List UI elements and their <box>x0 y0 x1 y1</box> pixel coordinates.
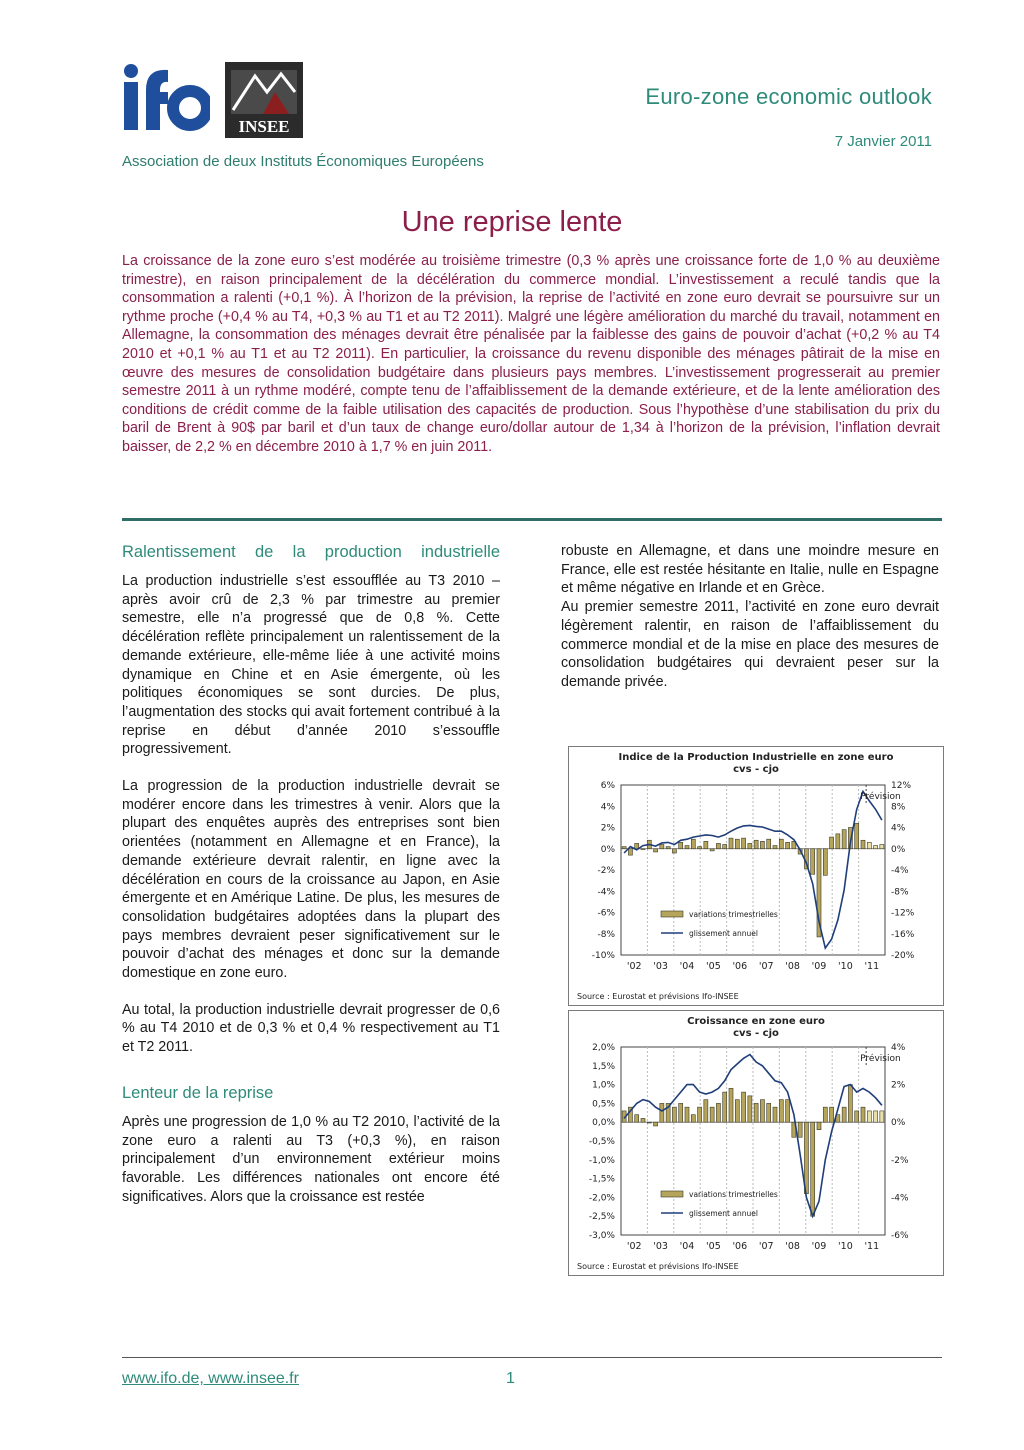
left-tick-label: -1,0% <box>588 1155 615 1166</box>
bar-quarterly <box>647 1122 651 1123</box>
paragraph-production-3: Au total, la production industrielle devrait progresser de 0,6 % au T4 2010 et de 0,3 % et 0,4 % respectivement au T1 et T2 2011. <box>122 1001 500 1056</box>
bar-quarterly <box>672 1107 676 1122</box>
chart-euro-growth-svg <box>569 1011 943 1275</box>
left-tick-label: 0,5% <box>592 1099 615 1110</box>
bar-quarterly <box>716 1103 720 1122</box>
publication-title: Euro-zone economic outlook <box>645 84 932 109</box>
right-tick-label: 4% <box>891 823 906 834</box>
chart-euro-growth <box>568 1010 944 1276</box>
bar-quarterly <box>767 839 771 849</box>
bar-quarterly <box>861 840 865 849</box>
footer-divider <box>122 1357 942 1358</box>
bar-quarterly <box>867 1111 871 1122</box>
bar-quarterly <box>679 842 683 848</box>
bar-quarterly <box>855 1111 859 1122</box>
bar-quarterly <box>880 845 884 849</box>
bar-quarterly <box>817 1122 821 1130</box>
x-tick-label: '08 <box>785 961 800 972</box>
bar-quarterly <box>767 1103 771 1122</box>
right-tick-label: 8% <box>891 802 906 813</box>
x-tick-label: '09 <box>811 961 827 972</box>
bar-quarterly <box>735 1100 739 1123</box>
bar-quarterly <box>723 845 727 849</box>
chart-industrial-production <box>568 746 944 1006</box>
bar-quarterly <box>811 849 815 875</box>
bar-quarterly <box>704 1100 708 1123</box>
x-tick-label: '02 <box>626 961 642 972</box>
section-heading-production: Ralentissement de la production industrielle <box>122 543 500 561</box>
bar-quarterly <box>672 849 676 853</box>
x-tick-label: '09 <box>811 1241 827 1252</box>
bar-quarterly <box>716 843 720 848</box>
prevision-label: Prévision <box>860 1054 901 1064</box>
bar-quarterly <box>830 837 834 849</box>
bar-quarterly <box>823 1107 827 1122</box>
bar-quarterly <box>654 849 658 852</box>
right-tick-label: 4% <box>891 1043 906 1053</box>
right-tick-label: -4% <box>891 1193 909 1204</box>
bar-quarterly <box>685 1107 689 1122</box>
bar-quarterly <box>779 1100 783 1123</box>
bar-quarterly <box>654 1122 658 1126</box>
legend-bar-swatch <box>661 1191 683 1197</box>
x-tick-label: '06 <box>732 961 748 972</box>
insee-logo <box>225 62 303 138</box>
right-tick-label: -16% <box>891 929 915 940</box>
bar-quarterly <box>742 1092 746 1122</box>
left-tick-label: -6% <box>597 908 615 919</box>
bar-quarterly <box>836 834 840 849</box>
right-column <box>561 542 939 692</box>
left-tick-label: 2% <box>600 823 615 834</box>
x-tick-label: '06 <box>732 1241 748 1252</box>
svg-text:INSEE: INSEE <box>238 117 290 136</box>
left-tick-label: 1,5% <box>592 1061 615 1072</box>
bar-quarterly <box>660 1103 664 1122</box>
bar-quarterly <box>773 846 777 849</box>
association-subtitle: Association de deux Instituts Économiques Européens <box>122 153 484 170</box>
page-number: 1 <box>506 1370 515 1387</box>
bar-quarterly <box>786 842 790 848</box>
bar-quarterly <box>723 1092 727 1122</box>
bar-quarterly <box>729 1088 733 1122</box>
bar-quarterly <box>867 842 871 848</box>
x-tick-label: '08 <box>785 1241 800 1252</box>
bar-quarterly <box>704 841 708 848</box>
bar-quarterly <box>855 823 859 849</box>
bar-quarterly <box>754 840 758 849</box>
paragraph-production-1: La production industrielle s’est essoufflée au T3 2010 – après avoir crû de 2,3 % par trimestre au premier semestre, elle n’a progressé que de 0,8 %. Cette décélération reflète principalement un ralentissement de la demande extérieure, elle-même liée à une activité moins dynamique en Chine et en Asie émergente, où les politiques économiques se sont durcies. De plus, l’augmentation des stocks qui avait fortement contribué à la reprise en début d’année 2010 s’essouffle progressivement. <box>122 573 500 758</box>
left-tick-label: 6% <box>600 781 615 791</box>
bar-quarterly <box>874 846 878 849</box>
bar-quarterly <box>874 1111 878 1122</box>
left-tick-label: 0,0% <box>592 1118 615 1129</box>
bar-quarterly <box>635 1115 639 1123</box>
bar-quarterly <box>830 1107 834 1122</box>
paragraph-reprise-3: Au premier semestre 2011, l’activité en zone euro devrait légèrement ralentir, en raison de l’affaiblissement du commerce mondial et de la mise en place des mesures de consolidation budgétaires qui devraient peser sur la demande privée. <box>561 599 939 690</box>
right-tick-label: 0% <box>891 1118 906 1129</box>
legend-line-label: glissement annuel <box>689 1209 758 1218</box>
chart-source: Source : Eurostat et prévisions Ifo-INSEE <box>577 1262 739 1271</box>
chart-industrial-production-svg <box>569 747 943 1005</box>
legend-line-label: glissement annuel <box>689 929 758 938</box>
bar-quarterly <box>691 839 695 849</box>
bar-quarterly <box>710 849 714 851</box>
right-tick-label: -2% <box>891 1155 909 1166</box>
left-tick-label: 0% <box>600 844 615 855</box>
right-tick-label: 12% <box>891 781 912 791</box>
right-tick-label: -12% <box>891 908 915 919</box>
bar-quarterly <box>861 1107 865 1122</box>
x-tick-label: '11 <box>864 1241 880 1252</box>
bar-quarterly <box>880 1111 884 1122</box>
legend-bar-swatch <box>661 911 683 917</box>
bar-quarterly <box>786 1100 790 1123</box>
x-tick-label: '10 <box>838 1241 853 1252</box>
x-tick-label: '07 <box>758 1241 774 1252</box>
right-tick-label: 0% <box>891 844 906 855</box>
bar-quarterly <box>666 847 670 849</box>
bar-quarterly <box>779 839 783 849</box>
bar-quarterly <box>848 1085 852 1123</box>
legend-bar-label: variations trimestrielles <box>689 1190 778 1199</box>
bar-quarterly <box>748 1096 752 1122</box>
chart-title: Indice de la Production Industrielle en zone euro <box>618 752 894 763</box>
left-tick-label: -10% <box>591 951 615 961</box>
legend-bar-label: variations trimestrielles <box>689 910 778 919</box>
bar-quarterly <box>823 849 827 876</box>
bar-quarterly <box>748 843 752 848</box>
left-tick-label: -8% <box>597 929 615 940</box>
bar-quarterly <box>760 841 764 848</box>
bar-quarterly <box>685 846 689 849</box>
right-tick-label: -6% <box>891 1231 909 1241</box>
x-tick-label: '07 <box>758 961 774 972</box>
page-title: Une reprise lente <box>401 206 623 238</box>
left-tick-label: 2,0% <box>592 1043 615 1053</box>
chart-subtitle: cvs - cjo <box>733 1028 779 1039</box>
x-tick-label: '03 <box>653 1241 668 1252</box>
summary-paragraph: La croissance de la zone euro s’est modérée au troisième trimestre (0,3 % après une croissance forte de 1,0 % au deuxième trimestre), en raison principalement de la décélération du commerce mondial. L’investissement a reculé tandis que la consommation a ralenti (+0,1 %). À l’horizon de la prévision, la reprise de l’activité en zone euro devrait se poursuivre sur un rythme proche (+0,4 % au T4, +0,3 % au T1 et au T2 2011). Malgré une légère amélioration du marché du travail, notamment en Allemagne, la consommation des ménages devrait être pénalisée par la faiblesse des gains de pouvoir d’achat (+0,2 % au T4 2010 et +0,1 % au T1 et au T2 2011). En particulier, la croissance du revenu disponible des ménages pâtirait de la mise en œuvre des mesures de consolidation budgétaire dans plusieurs pays membres. L’investissement progresserait au premier semestre 2011 à un rythme modéré, compte tenu de l’affaiblissement de la demande extérieure, et de la lente amélioration des conditions de crédit comme de la faible utilisation des capacités de production. Sous l’hypothèse d’une stabilisation du prix du baril de Brent à 90$ par baril et d’un taux de change euro/dollar autour de 1,34 à l’horizon de la prévision, l’inflation devrait baisser, de 2,2 % en décembre 2010 à 1,7 % en juin 2011. <box>122 253 940 455</box>
prevision-label: Prévision <box>860 792 901 802</box>
left-tick-label: -0,5% <box>588 1137 615 1147</box>
bar-quarterly <box>698 1107 702 1122</box>
paragraph-reprise-1: Après une progression de 1,0 % au T2 2010, l’activité de la zone euro a ralenti au T3 (+0,3 %), en raison principalement d’un environnement extérieur moins favorable. Les différences nationales ont encore été significatives. Alors que la croissance est restée <box>122 1113 500 1205</box>
x-tick-label: '05 <box>706 1241 721 1252</box>
left-tick-label: -3,0% <box>588 1231 615 1241</box>
left-tick-label: -1,5% <box>588 1174 615 1185</box>
right-tick-label: -4% <box>891 866 909 876</box>
x-tick-label: '02 <box>626 1241 642 1252</box>
bar-quarterly <box>698 847 702 849</box>
bar-quarterly <box>628 849 632 855</box>
left-tick-label: -2% <box>597 866 615 876</box>
publication-date: 7 Janvier 2011 <box>834 133 932 150</box>
bar-quarterly <box>742 838 746 849</box>
bar-quarterly <box>754 1103 758 1122</box>
left-tick-label: 1,0% <box>592 1080 615 1091</box>
left-column <box>122 542 500 1206</box>
bar-quarterly <box>773 1107 777 1122</box>
bar-quarterly <box>760 1100 764 1123</box>
bar-quarterly <box>660 845 664 849</box>
section-heading-reprise: Lenteur de la reprise <box>122 1083 274 1102</box>
bar-quarterly <box>842 1107 846 1122</box>
chart-subtitle: cvs - cjo <box>733 764 779 775</box>
bar-quarterly <box>691 1115 695 1123</box>
bar-quarterly <box>729 838 733 849</box>
bar-quarterly <box>641 1118 645 1122</box>
bar-quarterly <box>798 1122 802 1137</box>
x-tick-label: '04 <box>679 961 695 972</box>
paragraph-reprise-2: robuste en Allemagne, et dans une moindre mesure en France, elle est restée hésitante en Italie, nulle en Espagne et même négative en Irlande et en Grèce. <box>561 543 939 597</box>
bar-quarterly <box>641 849 645 850</box>
chart-source: Source : Eurostat et prévisions Ifo-INSEE <box>577 992 739 1001</box>
footer-links[interactable]: www.ifo.de, www.insee.fr <box>122 1370 299 1387</box>
right-tick-label: -8% <box>891 887 909 898</box>
bar-quarterly <box>622 847 626 849</box>
bar-quarterly <box>710 1107 714 1122</box>
ifo-logo <box>122 62 210 132</box>
left-tick-label: -2,5% <box>588 1212 615 1223</box>
x-tick-label: '04 <box>679 1241 695 1252</box>
left-tick-label: -2,0% <box>588 1193 615 1204</box>
paragraph-production-2: La progression de la production industrielle devrait se modérer encore dans les trimestres à venir. Alors que la plupart des enquêtes auprès des entreprises sont bien orientées (notamment en Allemagne et en France), la demande extérieure devrait ralentir, en ligne avec la décélération en cours de la croissance au Japon, en Asie émergente et en Amérique Latine. De plus, les mesures de consolidation budgétaires adoptées dans la plupart des pays membres devraient peser significativement sur le pouvoir d’achat des ménages et donc sur la demande domestique en zone euro. <box>122 778 500 982</box>
bar-quarterly <box>811 1122 815 1216</box>
x-tick-label: '05 <box>706 961 721 972</box>
right-tick-label: 2% <box>891 1080 906 1091</box>
bar-quarterly <box>842 830 846 849</box>
right-tick-label: -20% <box>891 951 915 961</box>
left-tick-label: -4% <box>597 887 615 898</box>
bar-quarterly <box>679 1103 683 1122</box>
x-tick-label: '11 <box>864 961 880 972</box>
bar-quarterly <box>735 839 739 849</box>
x-tick-label: '10 <box>838 961 853 972</box>
x-tick-label: '03 <box>653 961 668 972</box>
left-tick-label: 4% <box>600 802 615 813</box>
chart-title: Croissance en zone euro <box>687 1016 825 1027</box>
section-divider <box>122 518 942 521</box>
